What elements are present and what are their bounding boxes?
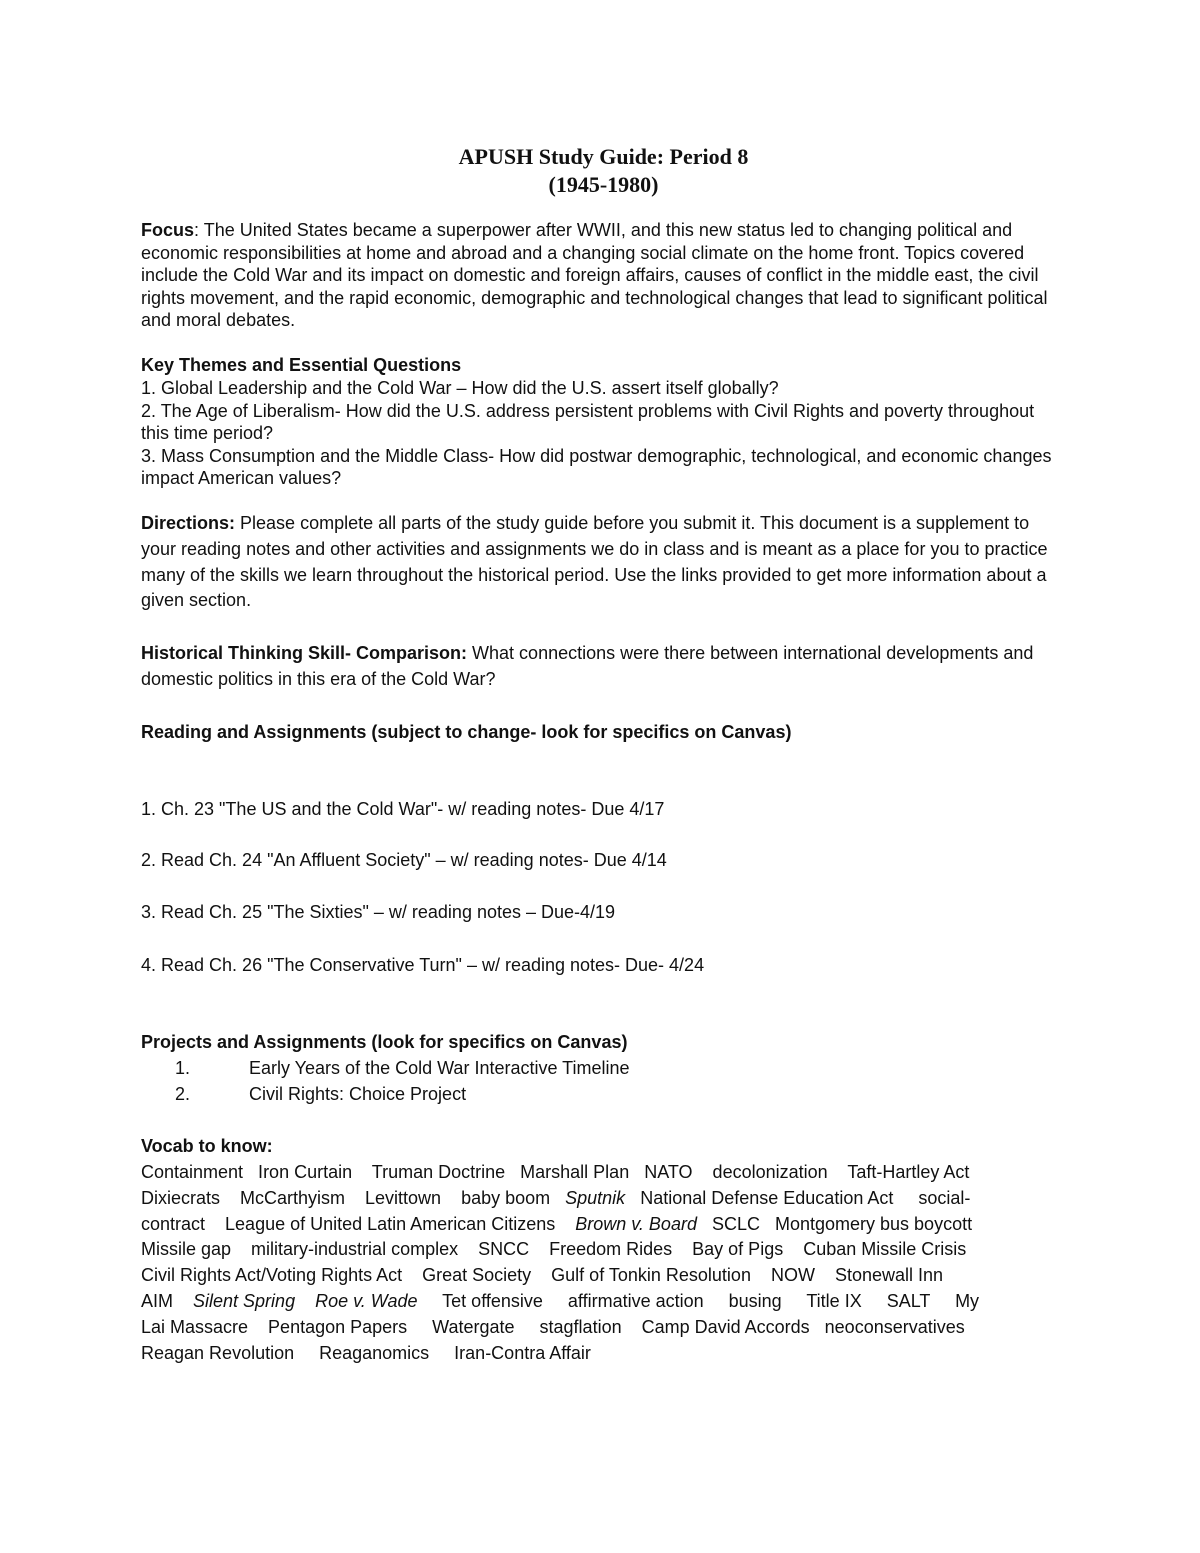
vocab-term-italic: Silent Spring xyxy=(193,1291,296,1311)
reading-item: 3. Read Ch. 25 "The Sixties" – w/ reading notes – Due-4/19 xyxy=(141,902,616,922)
key-themes-heading: Key Themes and Essential Questions xyxy=(141,355,462,375)
directions-text: Please complete all parts of the study guide before you submit it. This document is a supplement to your reading notes and other activities and assignments we do in class and is meant as a place for you to practice many of the skills we learn throughout the historical period. Use the links provided to get more information about a given section. xyxy=(141,513,1048,611)
vocab-terms: Civil Rights Act/Voting Rights Act Great Society Gulf of Tonkin Resolution NOW Stonewall Inn xyxy=(141,1265,944,1286)
vocab-line xyxy=(141,1238,966,1260)
vocab-terms: contract League of United Latin American Citizens xyxy=(141,1213,576,1234)
project-item xyxy=(141,1083,466,1105)
vocab-line xyxy=(141,1264,943,1286)
project-number: 1. xyxy=(175,1058,191,1078)
project-item xyxy=(141,1057,630,1079)
vocab-term-italic: Sputnik xyxy=(565,1187,626,1208)
vocab-line xyxy=(141,1316,965,1338)
reading-item: 2. Read Ch. 24 "An Affluent Society" – w/ reading notes- Due 4/14 xyxy=(141,850,667,870)
project-text: Civil Rights: Choice Project xyxy=(249,1084,467,1104)
key-theme-item: 3. Mass Consumption and the Middle Class- How did postwar demographic, technological, and economic changes impact American values? xyxy=(141,445,1052,489)
focus-label: Focus xyxy=(141,220,195,240)
historical-thinking-label: Historical Thinking Skill- Comparison: xyxy=(141,643,468,663)
vocab-terms: AIM xyxy=(141,1291,194,1311)
vocab-line xyxy=(141,1342,591,1364)
vocab-terms: National Defense Education Act social- xyxy=(625,1187,971,1208)
title-line-2: (1945-1980) xyxy=(548,172,659,197)
vocab-heading: Vocab to know: xyxy=(141,1136,273,1156)
key-theme-item: 2. The Age of Liberalism- How did the U.S. address persistent problems with Civil Rights and poverty throughout this time period? xyxy=(141,400,1035,444)
project-text: Early Years of the Cold War Interactive Timeline xyxy=(249,1058,630,1078)
directions-paragraph xyxy=(141,511,1066,614)
vocab-terms: Tet offensive affirmative action busing Title IX SALT My xyxy=(417,1291,980,1311)
vocab-terms: Lai Massacre Pentagon Papers Watergate stagflation Camp David Accords neoconservatives xyxy=(141,1316,965,1337)
key-theme-item: 1. Global Leadership and the Cold War – How did the U.S. assert itself globally? xyxy=(141,378,779,398)
vocab-terms: Dixiecrats McCarthyism Levittown baby boom xyxy=(141,1187,566,1208)
focus-paragraph xyxy=(141,219,1066,332)
reading-heading: Reading and Assignments (subject to change- look for specifics on Canvas) xyxy=(141,722,792,742)
directions-label: Directions: xyxy=(141,513,236,533)
key-themes-list xyxy=(141,377,1066,490)
vocab-line xyxy=(141,1187,970,1209)
vocab-terms xyxy=(295,1291,315,1311)
vocab-terms: SCLC Montgomery bus boycott xyxy=(696,1213,973,1234)
vocab-line xyxy=(141,1213,972,1235)
vocab-terms: Containment Iron Curtain Truman Doctrine Marshall Plan NATO decolonization Taft-Hartley Act xyxy=(141,1162,970,1182)
title-line-1: APUSH Study Guide: Period 8 xyxy=(458,144,749,169)
vocab-term-italic: Brown v. Board xyxy=(575,1213,697,1234)
vocab-line xyxy=(141,1161,969,1183)
historical-thinking-text: What connections were there between international developments and domestic politics in this era of the Cold War? xyxy=(141,643,1034,689)
vocab-term-italic: Roe v. Wade xyxy=(315,1291,418,1311)
vocab-line xyxy=(141,1290,979,1312)
page-title xyxy=(141,143,1066,199)
focus-text: : The United States became a superpower after WWII, and this new status led to changing political and economic responsibilities at home and abroad and a changing social climate on the home front. Topics covered include the Cold War and its impact on domestic and foreign affairs, causes of conflict in the middle east, the civil rights movement, and the rapid economic, demographic and technological changes that lead to significant political and moral debates. xyxy=(141,220,1048,331)
project-number: 2. xyxy=(175,1084,191,1104)
vocab-terms: Missile gap military-industrial complex SNCC Freedom Rides Bay of Pigs Cuban Missile Crisis xyxy=(141,1239,967,1260)
vocab-terms: Reagan Revolution Reaganomics Iran-Contra Affair xyxy=(141,1342,591,1363)
reading-item: 4. Read Ch. 26 "The Conservative Turn" – w/ reading notes- Due- 4/24 xyxy=(141,955,705,975)
historical-thinking-paragraph xyxy=(141,641,1066,693)
reading-item: 1. Ch. 23 "The US and the Cold War"- w/ reading notes- Due 4/17 xyxy=(141,799,665,819)
projects-heading: Projects and Assignments (look for specifics on Canvas) xyxy=(141,1032,628,1052)
